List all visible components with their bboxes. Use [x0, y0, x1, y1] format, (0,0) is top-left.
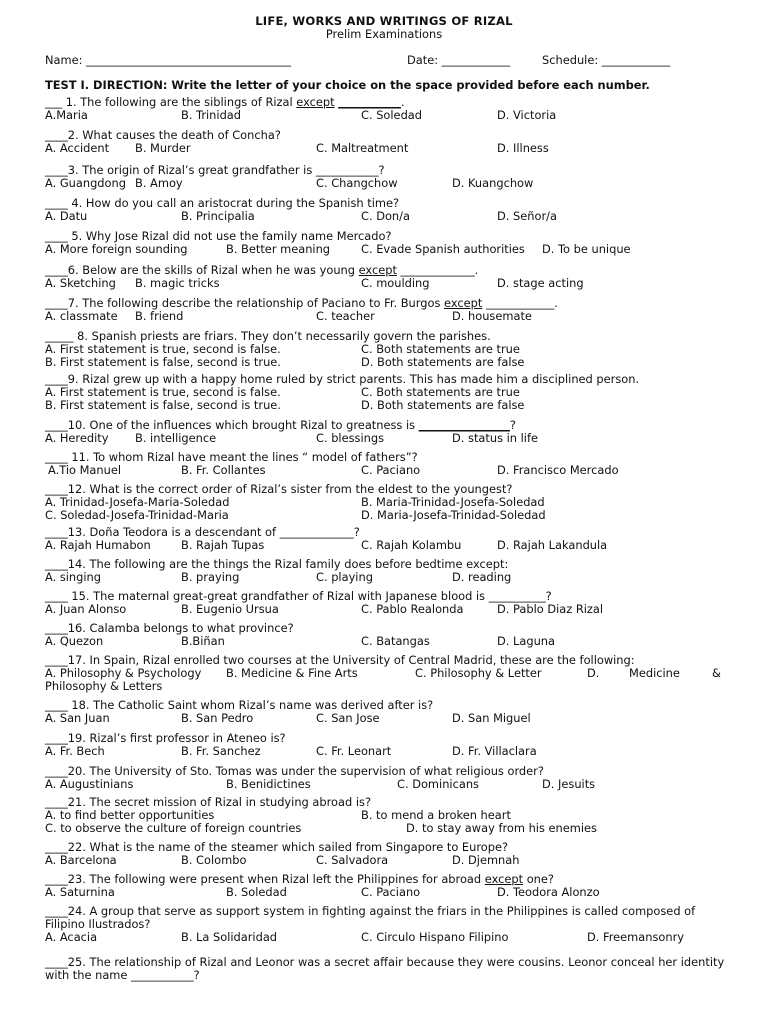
question-stem	[45, 558, 725, 571]
underlined-text: except	[296, 95, 335, 109]
question-text: ____3. The origin of Rizal’s great grandfather is ___________?	[45, 163, 385, 177]
question-text: ?	[509, 418, 516, 432]
answer-option: A. Sketching	[45, 276, 116, 290]
answer-option: C. blessings	[316, 431, 385, 445]
question-17	[45, 654, 725, 693]
question-4	[45, 197, 725, 223]
question-24	[45, 905, 725, 944]
question-15	[45, 590, 725, 616]
question-text: ____19. Rizal’s first professor in Ateneo is?	[45, 731, 286, 745]
question-13	[45, 526, 725, 552]
question-stem	[45, 765, 725, 778]
answer-option: A. classmate	[45, 309, 118, 323]
answer-option: B. La Solidaridad	[181, 930, 278, 944]
question-text: ____24. A group that serve as support system in fighting against the friars in the Philippines is called composed of Filipino Ilustrados?	[45, 904, 696, 931]
answer-option: &	[712, 666, 721, 680]
answer-option: D. housemate	[452, 309, 532, 323]
answer-option: D. To be unique	[542, 242, 631, 256]
answer-option: A. San Juan	[45, 711, 110, 725]
question-text: ____ 4. How do you call an aristocrat during the Spanish time?	[45, 196, 400, 210]
test-direction: TEST I. DIRECTION: Write the letter of your choice on the space provided before each number.	[45, 78, 650, 92]
answer-option: D. status in life	[452, 431, 538, 445]
answer-option: A. Fr. Bech	[45, 744, 105, 758]
question-7	[45, 297, 725, 323]
answer-option: C. Soledad	[361, 108, 423, 122]
question-text: ____ 11. To whom Rizal have meant the lines “ model of fathers”?	[45, 450, 418, 464]
question-text: ____ 5. Why Jose Rizal did not use the family name Mercado?	[45, 229, 392, 243]
schedule-field: Schedule: ____________	[542, 53, 671, 67]
answer-option: B. friend	[135, 309, 184, 323]
option-row	[45, 635, 725, 648]
answer-option: B. to mend a broken heart	[361, 808, 511, 822]
answer-option: A. Barcelona	[45, 853, 117, 867]
question-text: ____20. The University of Sto. Tomas was under the supervision of what religious order?	[45, 764, 544, 778]
answer-option: C. Dominicans	[397, 777, 479, 791]
option-row	[45, 886, 725, 899]
answer-option: D. Francisco Mercado	[497, 463, 619, 477]
option-row	[45, 464, 725, 477]
question-text: ____ 18. The Catholic Saint whom Rizal’s name was derived after is?	[45, 698, 434, 712]
question-stem	[45, 956, 725, 982]
answer-option: B. Murder	[135, 141, 191, 155]
option-row	[45, 680, 725, 693]
answer-option: C. teacher	[316, 309, 375, 323]
answer-option: C. Soledad-Josefa-Trinidad-Maria	[45, 508, 229, 522]
answer-option: B. Soledad	[226, 885, 287, 899]
question-text: ____16. Calamba belongs to what province?	[45, 621, 294, 635]
question-11	[45, 451, 725, 477]
answer-option: D. Laguna	[497, 634, 555, 648]
answer-option: B. Maria-Trinidad-Josefa-Soledad	[361, 495, 545, 509]
question-20	[45, 765, 725, 791]
answer-option: Philosophy & Letters	[45, 679, 163, 693]
answer-option: C. moulding	[361, 276, 430, 290]
question-10	[45, 419, 725, 445]
question-text: ____12. What is the correct order of Rizal’s sister from the eldest to the youngest?	[45, 482, 513, 496]
answer-option: A. Augustinians	[45, 777, 134, 791]
answer-option: B. Eugenio Ursua	[181, 602, 279, 616]
question-stem	[45, 905, 725, 931]
answer-option: B. Benidictines	[226, 777, 311, 791]
question-text: ____________.	[482, 296, 558, 310]
answer-option: D. Jesuits	[542, 777, 596, 791]
question-16	[45, 622, 725, 648]
question-text: ____14. The following are the things the Rizal family does before bedtime except:	[45, 557, 509, 571]
answer-option: B. magic tricks	[135, 276, 220, 290]
question-3	[45, 164, 725, 190]
answer-option: D. Fr. Villaclara	[452, 744, 537, 758]
option-row	[45, 243, 725, 256]
answer-option: A. Accident	[45, 141, 110, 155]
answer-option: C. to observe the culture of foreign countries	[45, 821, 302, 835]
question-8	[45, 330, 725, 369]
answer-option: D. Illness	[497, 141, 549, 155]
question-text: .	[400, 95, 405, 109]
date-field: Date: ____________	[407, 53, 511, 67]
answer-option: C. Evade Spanish authorities	[361, 242, 525, 256]
question-text: ____21. The secret mission of Rizal in studying abroad is?	[45, 795, 372, 809]
answer-option: B. Fr. Collantes	[181, 463, 266, 477]
page-title: LIFE, WORKS AND WRITINGS OF RIZAL	[255, 14, 513, 28]
question-text: ____17. In Spain, Rizal enrolled two courses at the University of Central Madrid, these are the following:	[45, 653, 635, 667]
answer-option: C. Don/a	[361, 209, 410, 223]
question-text: ____13. Doña Teodora is a descendant of _____________?	[45, 525, 360, 539]
answer-option: C. playing	[316, 570, 373, 584]
answer-option: A.Maria	[45, 108, 88, 122]
question-text: ____10. One of the influences which brought Rizal to greatness is	[45, 418, 419, 432]
question-23	[45, 873, 725, 899]
answer-option: B. First statement is false, second is true.	[45, 398, 281, 412]
answer-option: D. stage acting	[497, 276, 584, 290]
question-19	[45, 732, 725, 758]
option-row	[45, 931, 725, 944]
answer-option: B. Trinidad	[181, 108, 242, 122]
question-text: ____23. The following were present when Rizal left the Philippines for abroad	[45, 872, 485, 886]
option-row	[45, 210, 725, 223]
answer-option: A. Juan Alonso	[45, 602, 127, 616]
question-text: _____________.	[396, 263, 479, 277]
answer-option: D. Both statements are false	[361, 355, 525, 369]
option-row	[45, 142, 725, 155]
question-25	[45, 956, 725, 982]
answer-option: D. Teodora Alonzo	[497, 885, 600, 899]
question-text: ____6. Below are the skills of Rizal when he was young	[45, 263, 359, 277]
question-21	[45, 796, 725, 835]
answer-option: A. Rajah Humabon	[45, 538, 151, 552]
question-text: ____9. Rizal grew up with a happy home ruled by strict parents. This has made him a disciplined person.	[45, 372, 640, 386]
answer-option: A. More foreign sounding	[45, 242, 188, 256]
answer-option: C. Both statements are true	[361, 385, 520, 399]
answer-option: C. Philosophy & Letter	[415, 666, 542, 680]
underlined-text: ________________	[418, 418, 510, 432]
answer-option: A. Saturnina	[45, 885, 115, 899]
question-text: ___ 1. The following are the siblings of Rizal	[45, 95, 297, 109]
answer-option: B. San Pedro	[181, 711, 254, 725]
option-row	[45, 822, 725, 835]
option-row	[45, 539, 725, 552]
question-18	[45, 699, 725, 725]
answer-option: B. Colombo	[181, 853, 247, 867]
underlined-text: except	[358, 263, 397, 277]
answer-option: D. San Miguel	[452, 711, 531, 725]
question-text: one?	[523, 872, 554, 886]
question-12	[45, 483, 725, 522]
answer-option: D. reading	[452, 570, 512, 584]
answer-option: C. Paciano	[361, 885, 421, 899]
question-6	[45, 264, 725, 290]
question-22	[45, 841, 725, 867]
option-row	[45, 854, 725, 867]
answer-option: D. to stay away from his enemies	[406, 821, 597, 835]
answer-option: A. Trinidad-Josefa-Maria-Soledad	[45, 495, 230, 509]
page-subtitle: Prelim Examinations	[325, 27, 443, 41]
answer-option: C. Both statements are true	[361, 342, 520, 356]
question-2	[45, 129, 725, 155]
question-text: ____7. The following describe the relationship of Paciano to Fr. Burgos	[45, 296, 445, 310]
answer-option: C. Paciano	[361, 463, 421, 477]
answer-option: B. Principalia	[181, 209, 255, 223]
answer-option: A. Heredity	[45, 431, 109, 445]
answer-option: D. Djemnah	[452, 853, 520, 867]
answer-option: A. Acacia	[45, 930, 98, 944]
answer-option: B. Better meaning	[226, 242, 331, 256]
question-text: ____25. The relationship of Rizal and Leonor was a secret affair because they were cousins. Leonor conceal her identity with the name ___________?	[45, 955, 725, 982]
option-row	[45, 603, 725, 616]
question-9	[45, 373, 725, 412]
option-row	[45, 745, 725, 758]
option-row	[45, 277, 725, 290]
answer-option: C. Rajah Kolambu	[361, 538, 462, 552]
option-row	[45, 109, 725, 122]
answer-option: A. singing	[45, 570, 101, 584]
answer-option: D. Freemansonry	[587, 930, 685, 944]
answer-option: B. Rajah Tupas	[181, 538, 265, 552]
answer-option: A. Guangdong	[45, 176, 126, 190]
answer-option: A. Philosophy & Psychology	[45, 666, 202, 680]
answer-option: D. Rajah Lakandula	[497, 538, 608, 552]
question-stem	[45, 699, 725, 712]
answer-option: C. Circulo Hispano Filipino	[361, 930, 509, 944]
option-row	[45, 310, 725, 323]
answer-option: A. First statement is true, second is false.	[45, 342, 281, 356]
answer-option: C. Changchow	[316, 176, 398, 190]
option-row	[45, 177, 725, 190]
answer-option: D. Maria-Josefa-Trinidad-Soledad	[361, 508, 546, 522]
answer-option: D. Pablo Diaz Rizal	[497, 602, 604, 616]
answer-option: A. Datu	[45, 209, 88, 223]
option-row	[45, 509, 725, 522]
answer-option: D.	[587, 666, 600, 680]
answer-option: A. Quezon	[45, 634, 104, 648]
question-text: ____ 15. The maternal great-great grandfather of Rizal with Japanese blood is __________?	[45, 589, 552, 603]
answer-option: B.Biñan	[181, 634, 225, 648]
answer-option: B. Fr. Sanchez	[181, 744, 261, 758]
question-14	[45, 558, 725, 584]
answer-option: D. Kuangchow	[452, 176, 534, 190]
answer-option: B. Medicine & Fine Arts	[226, 666, 358, 680]
answer-option: A. to find better opportunities	[45, 808, 215, 822]
answer-option: C. San Jose	[316, 711, 380, 725]
answer-option: D. Victoria	[497, 108, 557, 122]
answer-option: C. Salvadora	[316, 853, 389, 867]
answer-option: B. intelligence	[135, 431, 217, 445]
answer-option: C. Batangas	[361, 634, 430, 648]
answer-option: B. Amoy	[135, 176, 183, 190]
question-1	[45, 96, 725, 122]
answer-option: D. Señor/a	[497, 209, 557, 223]
underlined-text: except	[444, 296, 483, 310]
question-text: _____ 8. Spanish priests are friars. They don’t necessarily govern the parishes.	[45, 329, 491, 343]
answer-option: A.Tio Manuel	[48, 463, 121, 477]
answer-option: C. Pablo Realonda	[361, 602, 464, 616]
option-row	[45, 571, 725, 584]
answer-option: C. Maltreatment	[316, 141, 409, 155]
option-row	[45, 778, 725, 791]
answer-option: B. praying	[181, 570, 240, 584]
answer-option: B. First statement is false, second is true.	[45, 355, 281, 369]
option-row	[45, 399, 725, 412]
name-field: Name: ____________________________________	[45, 53, 292, 67]
underlined-text: except	[484, 872, 524, 886]
underlined-text: ___________	[338, 95, 401, 109]
option-row	[45, 432, 725, 445]
question-text: ____2. What causes the death of Concha?	[45, 128, 281, 142]
option-row	[45, 712, 725, 725]
answer-option: C. Fr. Leonart	[316, 744, 392, 758]
question-text: ____22. What is the name of the steamer which sailed from Singapore to Europe?	[45, 840, 509, 854]
option-row	[45, 356, 725, 369]
answer-option: Medicine	[629, 666, 680, 680]
question-5	[45, 230, 725, 256]
answer-option: D. Both statements are false	[361, 398, 525, 412]
answer-option: A. First statement is true, second is false.	[45, 385, 281, 399]
